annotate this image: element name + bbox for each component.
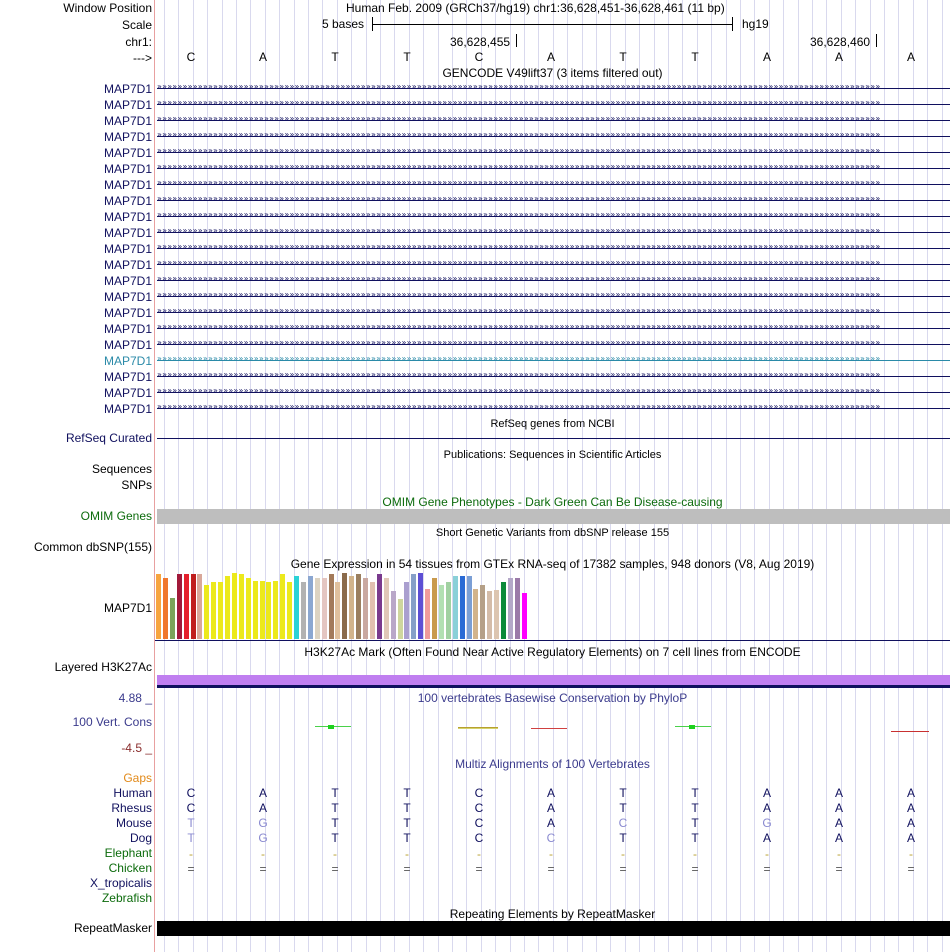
- phylop-title: 100 vertebrates Basewise Conservation by PhyloP: [417, 691, 688, 705]
- aligned-base: G: [762, 816, 772, 830]
- gtex-tissue-bar[interactable]: [225, 576, 230, 639]
- strand-label: --->: [133, 51, 152, 65]
- aligned-base: T: [331, 831, 339, 845]
- reference-base: T: [331, 50, 339, 64]
- gtex-tissue-bar[interactable]: [253, 581, 258, 639]
- reference-base: A: [762, 50, 771, 64]
- aligned-base: =: [835, 862, 843, 876]
- strand-arrows-icon: »»»»»»»»»»»»»»»»»»»»»»»»»»»»»»»»»»»»»»»»»»»»»»»»»»»»»»»»»»»»»»»»»»»»»»»»»»»»»»»»»»»»»»»»»»»»»»»»»»»»»»»»»»»»»»»»»»»»»»»»»»»»»»»»»»»»»»»»»»»»»»: [157, 242, 881, 251]
- strand-arrows-icon: »»»»»»»»»»»»»»»»»»»»»»»»»»»»»»»»»»»»»»»»»»»»»»»»»»»»»»»»»»»»»»»»»»»»»»»»»»»»»»»»»»»»»»»»»»»»»»»»»»»»»»»»»»»»»»»»»»»»»»»»»»»»»»»»»»»»»»»»»»»»»»: [157, 82, 881, 91]
- strand-arrows-icon: »»»»»»»»»»»»»»»»»»»»»»»»»»»»»»»»»»»»»»»»»»»»»»»»»»»»»»»»»»»»»»»»»»»»»»»»»»»»»»»»»»»»»»»»»»»»»»»»»»»»»»»»»»»»»»»»»»»»»»»»»»»»»»»»»»»»»»»»»»»»»»: [157, 274, 881, 283]
- gencode-title: GENCODE V49lift37 (3 items filtered out): [442, 66, 663, 80]
- omim-gene-bar[interactable]: [157, 509, 950, 524]
- gtex-tissue-bar[interactable]: [197, 574, 202, 639]
- species-label[interactable]: Zebrafish: [101, 891, 152, 905]
- reference-base: A: [906, 50, 915, 64]
- gencode-transcript[interactable]: [157, 292, 950, 301]
- aligned-base: =: [475, 862, 483, 876]
- gtex-tissue-bar[interactable]: [294, 576, 299, 639]
- publications-title: Publications: Sequences in Scientific Articles: [443, 449, 662, 461]
- gencode-transcript-label[interactable]: MAP7D1: [103, 338, 152, 352]
- strand-arrows-icon: »»»»»»»»»»»»»»»»»»»»»»»»»»»»»»»»»»»»»»»»»»»»»»»»»»»»»»»»»»»»»»»»»»»»»»»»»»»»»»»»»»»»»»»»»»»»»»»»»»»»»»»»»»»»»»»»»»»»»»»»»»»»»»»»»»»»»»»»»»»»»»: [157, 354, 881, 363]
- gtex-tissue-bar[interactable]: [501, 582, 506, 639]
- aligned-base: A: [546, 816, 555, 830]
- gencode-transcript-label[interactable]: MAP7D1: [103, 306, 152, 320]
- aligned-base: T: [619, 786, 627, 800]
- strand-arrows-icon: »»»»»»»»»»»»»»»»»»»»»»»»»»»»»»»»»»»»»»»»»»»»»»»»»»»»»»»»»»»»»»»»»»»»»»»»»»»»»»»»»»»»»»»»»»»»»»»»»»»»»»»»»»»»»»»»»»»»»»»»»»»»»»»»»»»»»»»»»»»»»»: [157, 306, 881, 315]
- gencode-transcript[interactable]: [157, 308, 950, 317]
- aligned-base: C: [474, 801, 484, 815]
- strand-arrows-icon: »»»»»»»»»»»»»»»»»»»»»»»»»»»»»»»»»»»»»»»»»»»»»»»»»»»»»»»»»»»»»»»»»»»»»»»»»»»»»»»»»»»»»»»»»»»»»»»»»»»»»»»»»»»»»»»»»»»»»»»»»»»»»»»»»»»»»»»»»»»»»»: [157, 98, 881, 107]
- gtex-tissue-bar[interactable]: [363, 578, 368, 639]
- gencode-transcript[interactable]: [157, 372, 950, 381]
- multiz-title: Multiz Alignments of 100 Vertebrates: [455, 757, 650, 771]
- gtex-tissue-bar[interactable]: [391, 591, 396, 639]
- omim-label[interactable]: OMIM Genes: [80, 509, 152, 523]
- aligned-base: =: [403, 862, 411, 876]
- gtex-tissue-bar[interactable]: [356, 574, 361, 639]
- gtex-tissue-bar[interactable]: [480, 585, 485, 639]
- gtex-label[interactable]: MAP7D1: [103, 601, 152, 615]
- gencode-transcript-label[interactable]: MAP7D1: [103, 146, 152, 160]
- aligned-base: C: [186, 786, 196, 800]
- aligned-base: T: [691, 831, 699, 845]
- aligned-base: -: [189, 847, 193, 861]
- gtex-tissue-bar[interactable]: [473, 589, 478, 639]
- aligned-base: =: [619, 862, 627, 876]
- aligned-base: T: [187, 816, 195, 830]
- gtex-tissue-bar[interactable]: [273, 581, 278, 639]
- species-label[interactable]: Rhesus: [111, 801, 152, 815]
- aligned-base: C: [474, 816, 484, 830]
- gencode-transcript-label[interactable]: MAP7D1: [103, 322, 152, 336]
- gencode-transcript[interactable]: [157, 388, 950, 397]
- aligned-base: =: [763, 862, 771, 876]
- aligned-base: A: [906, 816, 915, 830]
- gencode-transcript-label[interactable]: MAP7D1: [103, 242, 152, 256]
- aligned-base: -: [549, 847, 553, 861]
- aligned-base: T: [619, 831, 627, 845]
- gtex-tissue-bar[interactable]: [404, 582, 409, 639]
- gencode-transcript[interactable]: [157, 260, 950, 269]
- repeatmasker-bar[interactable]: [157, 921, 950, 936]
- gtex-tissue-bar[interactable]: [177, 574, 182, 639]
- reference-base: A: [834, 50, 843, 64]
- strand-arrows-icon: »»»»»»»»»»»»»»»»»»»»»»»»»»»»»»»»»»»»»»»»»»»»»»»»»»»»»»»»»»»»»»»»»»»»»»»»»»»»»»»»»»»»»»»»»»»»»»»»»»»»»»»»»»»»»»»»»»»»»»»»»»»»»»»»»»»»»»»»»»»»»»: [157, 162, 881, 171]
- aligned-base: A: [546, 786, 555, 800]
- aligned-base: =: [691, 862, 699, 876]
- aligned-base: G: [258, 816, 268, 830]
- gencode-transcript-label[interactable]: MAP7D1: [103, 82, 152, 96]
- aligned-base: -: [693, 847, 697, 861]
- gencode-transcript-label[interactable]: MAP7D1: [103, 402, 152, 416]
- gtex-tissue-bar[interactable]: [329, 574, 334, 639]
- gtex-tissue-bar[interactable]: [163, 578, 168, 639]
- aligned-base: A: [762, 786, 771, 800]
- publications-label-snps[interactable]: SNPs: [121, 478, 152, 492]
- reference-base: C: [474, 50, 484, 64]
- aligned-base: A: [258, 786, 267, 800]
- aligned-base: G: [258, 831, 268, 845]
- aligned-base: A: [906, 786, 915, 800]
- aligned-base: -: [261, 847, 265, 861]
- strand-arrows-icon: »»»»»»»»»»»»»»»»»»»»»»»»»»»»»»»»»»»»»»»»»»»»»»»»»»»»»»»»»»»»»»»»»»»»»»»»»»»»»»»»»»»»»»»»»»»»»»»»»»»»»»»»»»»»»»»»»»»»»»»»»»»»»»»»»»»»»»»»»»»»»»: [157, 386, 881, 395]
- aligned-base: A: [834, 816, 843, 830]
- multiz-gaps-label[interactable]: Gaps: [123, 771, 152, 785]
- gtex-title: Gene Expression in 54 tissues from GTEx RNA-seq of 17382 samples, 948 donors (V8, Aug 2019): [290, 557, 815, 571]
- coord-left-tick: [516, 34, 517, 47]
- gencode-transcript-label[interactable]: MAP7D1: [103, 370, 152, 384]
- coord-right-tick: [876, 34, 877, 47]
- reference-base: C: [186, 50, 196, 64]
- gencode-transcript[interactable]: [157, 244, 950, 253]
- gtex-tissue-bar[interactable]: [377, 574, 382, 639]
- gencode-transcript-label[interactable]: MAP7D1: [103, 162, 152, 176]
- gencode-transcript-label[interactable]: MAP7D1: [103, 130, 152, 144]
- scale-text: 5 bases: [322, 17, 365, 31]
- gtex-tissue-bar[interactable]: [515, 578, 520, 639]
- aligned-base: C: [474, 831, 484, 845]
- gtex-tissue-bar[interactable]: [487, 591, 492, 639]
- reference-base: T: [403, 50, 411, 64]
- aligned-base: A: [906, 801, 915, 815]
- gencode-transcript[interactable]: [157, 324, 950, 333]
- gtex-bar-chart[interactable]: [156, 573, 556, 639]
- gtex-tissue-bar[interactable]: [191, 574, 196, 639]
- aligned-base: -: [333, 847, 337, 861]
- gencode-transcript[interactable]: [157, 180, 950, 189]
- aligned-base: A: [834, 831, 843, 845]
- gencode-transcript[interactable]: [157, 212, 950, 221]
- gtex-tissue-bar[interactable]: [266, 582, 271, 639]
- omim-title: OMIM Gene Phenotypes - Dark Green Can Be Disease-causing: [382, 495, 723, 509]
- aligned-base: T: [403, 786, 411, 800]
- strand-arrows-icon: »»»»»»»»»»»»»»»»»»»»»»»»»»»»»»»»»»»»»»»»»»»»»»»»»»»»»»»»»»»»»»»»»»»»»»»»»»»»»»»»»»»»»»»»»»»»»»»»»»»»»»»»»»»»»»»»»»»»»»»»»»»»»»»»»»»»»»»»»»»»»»: [157, 194, 881, 203]
- species-label[interactable]: Human: [113, 786, 152, 800]
- gtex-tissue-bar[interactable]: [453, 576, 458, 639]
- phylop-max-label: 4.88 _: [118, 691, 152, 705]
- h3k27ac-label[interactable]: Layered H3K27Ac: [54, 660, 152, 674]
- aligned-base: =: [259, 862, 267, 876]
- window-position-label: Window Position: [63, 1, 152, 15]
- aligned-base: -: [837, 847, 841, 861]
- aligned-base: T: [187, 831, 195, 845]
- aligned-base: =: [331, 862, 339, 876]
- species-label[interactable]: Chicken: [108, 861, 152, 875]
- aligned-base: A: [906, 831, 915, 845]
- aligned-base: =: [907, 862, 915, 876]
- aligned-base: A: [546, 801, 555, 815]
- gencode-transcript-label[interactable]: MAP7D1: [103, 290, 152, 304]
- chrom-label: chr1:: [125, 35, 152, 49]
- strand-arrows-icon: »»»»»»»»»»»»»»»»»»»»»»»»»»»»»»»»»»»»»»»»»»»»»»»»»»»»»»»»»»»»»»»»»»»»»»»»»»»»»»»»»»»»»»»»»»»»»»»»»»»»»»»»»»»»»»»»»»»»»»»»»»»»»»»»»»»»»»»»»»»»»»: [157, 370, 881, 379]
- gtex-tissue-bar[interactable]: [349, 576, 354, 639]
- strand-arrows-icon: »»»»»»»»»»»»»»»»»»»»»»»»»»»»»»»»»»»»»»»»»»»»»»»»»»»»»»»»»»»»»»»»»»»»»»»»»»»»»»»»»»»»»»»»»»»»»»»»»»»»»»»»»»»»»»»»»»»»»»»»»»»»»»»»»»»»»»»»»»»»»»: [157, 146, 881, 155]
- gtex-tissue-bar[interactable]: [232, 573, 237, 639]
- aligned-base: T: [331, 816, 339, 830]
- aligned-base: -: [477, 847, 481, 861]
- gencode-transcript[interactable]: [157, 148, 950, 157]
- gtex-tissue-bar[interactable]: [335, 582, 340, 639]
- aligned-base: T: [331, 786, 339, 800]
- gencode-transcript[interactable]: [157, 340, 950, 349]
- strand-arrows-icon: »»»»»»»»»»»»»»»»»»»»»»»»»»»»»»»»»»»»»»»»»»»»»»»»»»»»»»»»»»»»»»»»»»»»»»»»»»»»»»»»»»»»»»»»»»»»»»»»»»»»»»»»»»»»»»»»»»»»»»»»»»»»»»»»»»»»»»»»»»»»»»: [157, 290, 881, 299]
- gtex-tissue-bar[interactable]: [260, 581, 265, 639]
- aligned-base: T: [691, 786, 699, 800]
- aligned-base: T: [403, 816, 411, 830]
- aligned-base: C: [186, 801, 196, 815]
- gtex-tissue-bar[interactable]: [384, 578, 389, 639]
- window-position-value: Human Feb. 2009 (GRCh37/hg19) chr1:36,628,451-36,628,461 (11 bp): [346, 1, 725, 15]
- gencode-transcript-label[interactable]: MAP7D1: [103, 386, 152, 400]
- aligned-base: T: [331, 801, 339, 815]
- gtex-tissue-bar[interactable]: [418, 573, 423, 639]
- repeatmasker-label[interactable]: RepeatMasker: [73, 921, 152, 935]
- aligned-base: -: [765, 847, 769, 861]
- aligned-base: -: [621, 847, 625, 861]
- gencode-transcript-label[interactable]: MAP7D1: [103, 114, 152, 128]
- gtex-tissue-bar[interactable]: [342, 573, 347, 639]
- gencode-transcript-label[interactable]: MAP7D1: [103, 258, 152, 272]
- strand-arrows-icon: »»»»»»»»»»»»»»»»»»»»»»»»»»»»»»»»»»»»»»»»»»»»»»»»»»»»»»»»»»»»»»»»»»»»»»»»»»»»»»»»»»»»»»»»»»»»»»»»»»»»»»»»»»»»»»»»»»»»»»»»»»»»»»»»»»»»»»»»»»»»»»: [157, 338, 881, 347]
- gtex-tissue-bar[interactable]: [204, 585, 209, 639]
- gtex-tissue-bar[interactable]: [460, 576, 465, 639]
- aligned-base: =: [547, 862, 555, 876]
- aligned-base: T: [403, 831, 411, 845]
- gencode-transcript[interactable]: [157, 100, 950, 109]
- gencode-transcript[interactable]: [157, 164, 950, 173]
- refseq-label[interactable]: RefSeq Curated: [65, 431, 152, 445]
- reference-base: T: [691, 50, 699, 64]
- gencode-transcript[interactable]: [157, 404, 950, 413]
- aligned-base: T: [403, 801, 411, 815]
- gencode-transcript-label[interactable]: MAP7D1: [103, 194, 152, 208]
- aligned-base: A: [834, 801, 843, 815]
- species-label[interactable]: Elephant: [104, 846, 152, 860]
- aligned-base: A: [258, 801, 267, 815]
- gtex-tissue-bar[interactable]: [239, 574, 244, 639]
- dbsnp-label[interactable]: Common dbSNP(155): [33, 540, 152, 554]
- scale-label: Scale: [121, 18, 152, 32]
- gtex-tissue-bar[interactable]: [494, 590, 499, 639]
- gencode-transcript-label[interactable]: MAP7D1: [103, 274, 152, 288]
- species-label[interactable]: X_tropicalis: [89, 876, 152, 890]
- gtex-tissue-bar[interactable]: [398, 599, 403, 639]
- species-label[interactable]: Mouse: [115, 816, 152, 830]
- gtex-tissue-bar[interactable]: [446, 582, 451, 639]
- aligned-base: C: [546, 831, 556, 845]
- gtex-tissue-bar[interactable]: [218, 582, 223, 639]
- gencode-transcript[interactable]: [157, 196, 950, 205]
- aligned-base: =: [187, 862, 195, 876]
- gtex-tissue-bar[interactable]: [280, 574, 285, 639]
- gtex-tissue-bar[interactable]: [184, 574, 189, 639]
- gencode-transcript-label[interactable]: MAP7D1: [103, 354, 152, 368]
- gtex-tissue-bar[interactable]: [432, 578, 437, 639]
- refseq-gene-line[interactable]: [157, 438, 950, 439]
- gencode-transcript-label[interactable]: MAP7D1: [103, 178, 152, 192]
- aligned-base: C: [474, 786, 484, 800]
- gtex-tissue-bar[interactable]: [170, 598, 175, 639]
- refseq-title: RefSeq genes from NCBI: [490, 418, 615, 430]
- repeatmasker-title: Repeating Elements by RepeatMasker: [449, 907, 656, 921]
- aligned-base: A: [762, 801, 771, 815]
- strand-arrows-icon: »»»»»»»»»»»»»»»»»»»»»»»»»»»»»»»»»»»»»»»»»»»»»»»»»»»»»»»»»»»»»»»»»»»»»»»»»»»»»»»»»»»»»»»»»»»»»»»»»»»»»»»»»»»»»»»»»»»»»»»»»»»»»»»»»»»»»»»»»»»»»»: [157, 322, 881, 331]
- gtex-tissue-bar[interactable]: [315, 578, 320, 639]
- phylop-min-label: -4.5 _: [121, 741, 152, 755]
- aligned-base: -: [405, 847, 409, 861]
- gencode-transcript-label[interactable]: MAP7D1: [103, 226, 152, 240]
- coord-right: 36,628,460: [810, 35, 871, 49]
- coord-left: 36,628,455: [450, 35, 511, 49]
- aligned-base: T: [691, 801, 699, 815]
- aligned-base: T: [691, 816, 699, 830]
- gencode-transcript[interactable]: [157, 116, 950, 125]
- gtex-tissue-bar[interactable]: [287, 582, 292, 639]
- strand-arrows-icon: »»»»»»»»»»»»»»»»»»»»»»»»»»»»»»»»»»»»»»»»»»»»»»»»»»»»»»»»»»»»»»»»»»»»»»»»»»»»»»»»»»»»»»»»»»»»»»»»»»»»»»»»»»»»»»»»»»»»»»»»»»»»»»»»»»»»»»»»»»»»»»: [157, 226, 881, 235]
- gtex-tissue-bar[interactable]: [425, 589, 430, 639]
- strand-arrows-icon: »»»»»»»»»»»»»»»»»»»»»»»»»»»»»»»»»»»»»»»»»»»»»»»»»»»»»»»»»»»»»»»»»»»»»»»»»»»»»»»»»»»»»»»»»»»»»»»»»»»»»»»»»»»»»»»»»»»»»»»»»»»»»»»»»»»»»»»»»»»»»»: [157, 258, 881, 267]
- gtex-tissue-bar[interactable]: [301, 582, 306, 639]
- gencode-transcript[interactable]: [157, 132, 950, 141]
- aligned-base: C: [618, 816, 628, 830]
- gencode-transcript[interactable]: [157, 228, 950, 237]
- reference-base: T: [619, 50, 627, 64]
- strand-arrows-icon: »»»»»»»»»»»»»»»»»»»»»»»»»»»»»»»»»»»»»»»»»»»»»»»»»»»»»»»»»»»»»»»»»»»»»»»»»»»»»»»»»»»»»»»»»»»»»»»»»»»»»»»»»»»»»»»»»»»»»»»»»»»»»»»»»»»»»»»»»»»»»»: [157, 114, 881, 123]
- gencode-transcript[interactable]: [157, 276, 950, 285]
- gencode-transcript[interactable]: [157, 356, 950, 365]
- gtex-tissue-bar[interactable]: [439, 585, 444, 639]
- scale-bar: [372, 17, 733, 31]
- strand-arrows-icon: »»»»»»»»»»»»»»»»»»»»»»»»»»»»»»»»»»»»»»»»»»»»»»»»»»»»»»»»»»»»»»»»»»»»»»»»»»»»»»»»»»»»»»»»»»»»»»»»»»»»»»»»»»»»»»»»»»»»»»»»»»»»»»»»»»»»»»»»»»»»»»: [157, 210, 881, 219]
- aligned-base: A: [834, 786, 843, 800]
- gencode-transcript-label[interactable]: MAP7D1: [103, 210, 152, 224]
- gtex-tissue-bar[interactable]: [156, 574, 161, 639]
- gtex-tissue-bar[interactable]: [308, 576, 313, 639]
- scale-assembly: hg19: [742, 17, 769, 31]
- aligned-base: -: [909, 847, 913, 861]
- phylop-label[interactable]: 100 Vert. Cons: [72, 715, 152, 729]
- aligned-base: A: [762, 831, 771, 845]
- gencode-transcript-label[interactable]: MAP7D1: [103, 98, 152, 112]
- gtex-tissue-bar[interactable]: [508, 578, 513, 639]
- publications-label-sequences[interactable]: Sequences: [91, 462, 152, 476]
- species-label[interactable]: Dog: [129, 831, 152, 845]
- gtex-tissue-bar[interactable]: [467, 576, 472, 639]
- reference-base: A: [546, 50, 555, 64]
- strand-arrows-icon: »»»»»»»»»»»»»»»»»»»»»»»»»»»»»»»»»»»»»»»»»»»»»»»»»»»»»»»»»»»»»»»»»»»»»»»»»»»»»»»»»»»»»»»»»»»»»»»»»»»»»»»»»»»»»»»»»»»»»»»»»»»»»»»»»»»»»»»»»»»»»»: [157, 178, 881, 187]
- gtex-tissue-bar[interactable]: [211, 582, 216, 639]
- h3k27ac-title: H3K27Ac Mark (Often Found Near Active Regulatory Elements) on 7 cell lines from ENCODE: [304, 645, 801, 659]
- gencode-transcript[interactable]: [157, 84, 950, 93]
- gtex-tissue-bar[interactable]: [370, 582, 375, 639]
- strand-arrows-icon: »»»»»»»»»»»»»»»»»»»»»»»»»»»»»»»»»»»»»»»»»»»»»»»»»»»»»»»»»»»»»»»»»»»»»»»»»»»»»»»»»»»»»»»»»»»»»»»»»»»»»»»»»»»»»»»»»»»»»»»»»»»»»»»»»»»»»»»»»»»»»»: [157, 402, 881, 411]
- reference-base: A: [258, 50, 267, 64]
- strand-arrows-icon: »»»»»»»»»»»»»»»»»»»»»»»»»»»»»»»»»»»»»»»»»»»»»»»»»»»»»»»»»»»»»»»»»»»»»»»»»»»»»»»»»»»»»»»»»»»»»»»»»»»»»»»»»»»»»»»»»»»»»»»»»»»»»»»»»»»»»»»»»»»»»»: [157, 130, 881, 139]
- dbsnp-title: Short Genetic Variants from dbSNP release 155: [435, 527, 670, 539]
- gtex-tissue-bar[interactable]: [322, 578, 327, 639]
- h3k27ac-signal[interactable]: [157, 675, 950, 689]
- gtex-tissue-bar[interactable]: [246, 578, 251, 639]
- gtex-baseline: [155, 640, 950, 641]
- gtex-tissue-bar[interactable]: [411, 574, 416, 639]
- aligned-base: T: [619, 801, 627, 815]
- phylop-signal[interactable]: [155, 720, 950, 740]
- gtex-tissue-bar[interactable]: [522, 593, 527, 639]
